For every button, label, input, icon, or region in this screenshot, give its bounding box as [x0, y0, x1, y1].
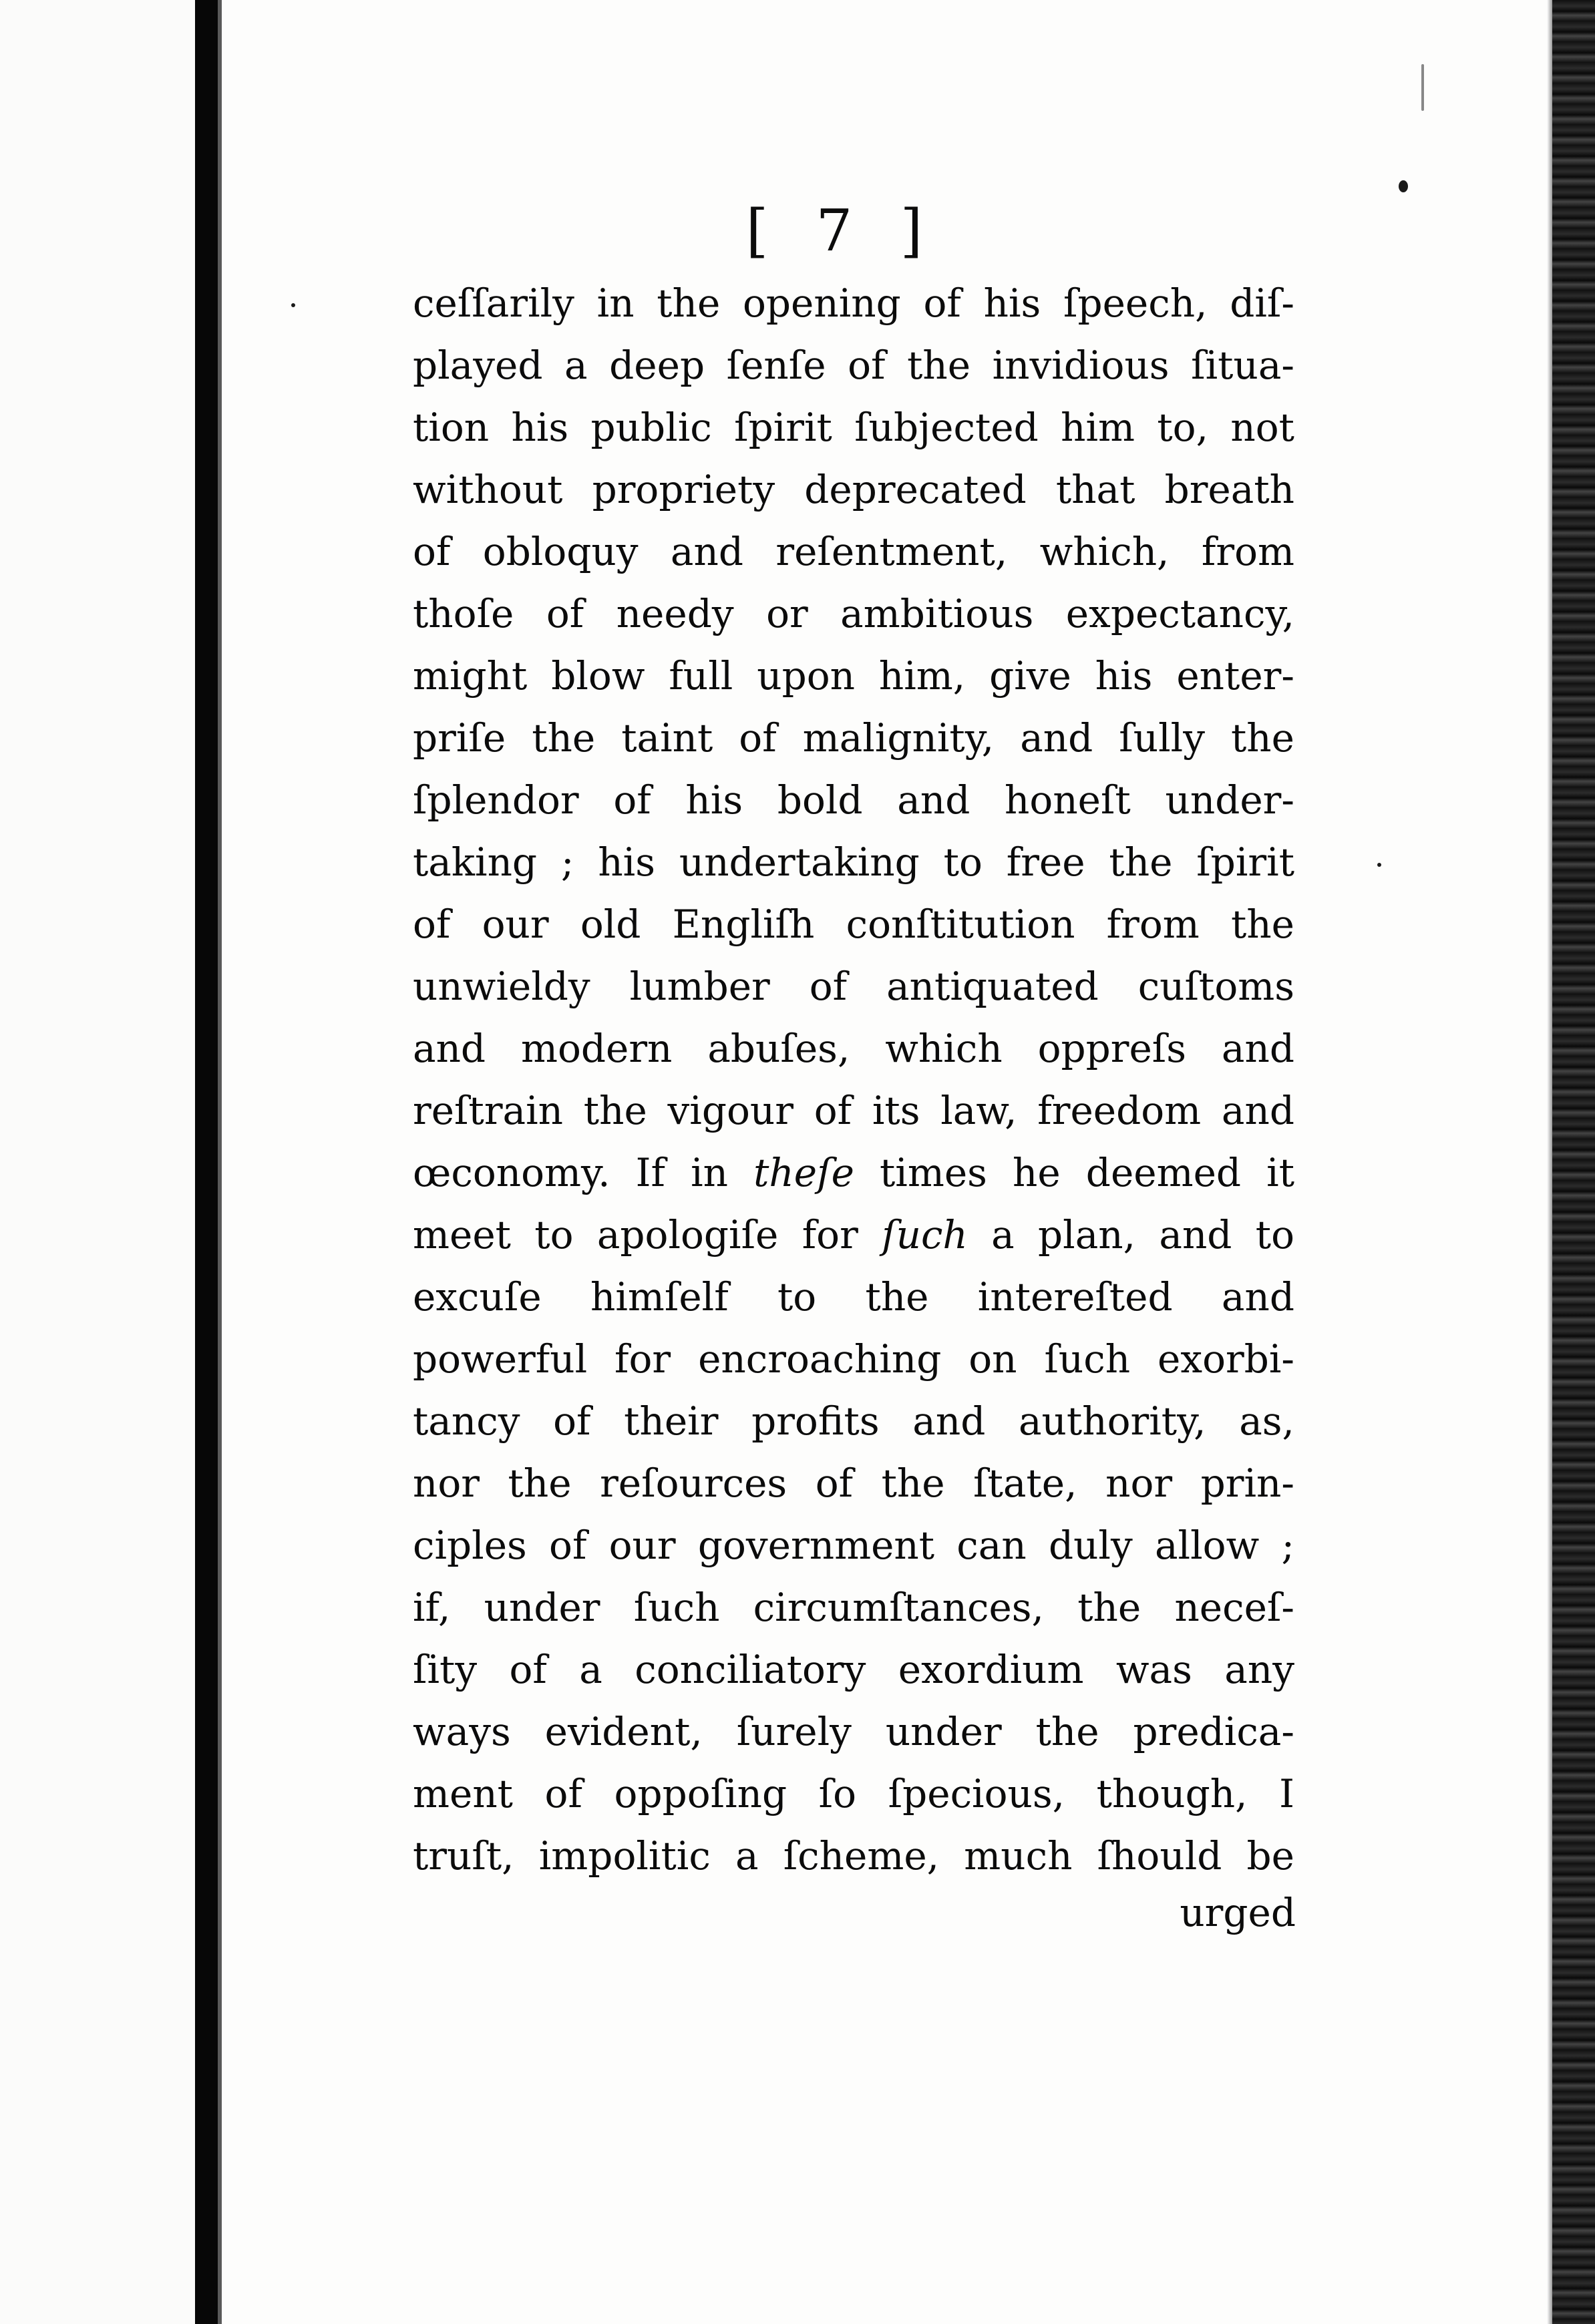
text-line: truſt, impolitic a ſcheme, much ſhould be	[413, 1833, 1294, 1879]
text-line: ways evident, ſurely under the predica-	[413, 1709, 1294, 1754]
text-line-with-italic	[413, 1142, 1294, 1204]
text-line: ment of oppoſing ſo ſpecious, though, I	[413, 1771, 1294, 1816]
page-number: [ 7 ]	[745, 198, 938, 264]
text-line: unwieldy lumber of antiquated cuſtoms	[413, 964, 1294, 1009]
text-line: without propriety deprecated that breath	[413, 467, 1294, 512]
ink-speck	[1399, 180, 1408, 192]
body-text	[413, 272, 1294, 1887]
text-line: ciples of our government can duly allow ;	[413, 1523, 1294, 1568]
line-text: times he deemed it	[854, 1150, 1294, 1195]
catchword: urged	[1180, 1890, 1296, 1935]
gutter-shadow-inner	[218, 0, 222, 2324]
ink-speck	[291, 303, 295, 307]
text-line: played a deep ſenſe of the invidious ſitua-	[413, 343, 1294, 388]
text-line: nor the reſources of the ſtate, nor prin-	[413, 1461, 1294, 1506]
line-text: œconomy. If in	[413, 1150, 754, 1195]
text-line: and modern abuſes, which oppreſs and	[413, 1026, 1294, 1071]
gutter-shadow	[195, 0, 218, 2324]
ink-speck	[1377, 863, 1381, 867]
italic-word: theſe	[753, 1150, 854, 1195]
text-line: tancy of their profits and authority, as,	[413, 1398, 1294, 1444]
text-line: ceſſarily in the opening of his ſpeech, diſ-	[413, 280, 1294, 326]
ink-speck	[1421, 64, 1424, 111]
text-line: might blow full upon him, give his enter-	[413, 653, 1294, 699]
text-line: excuſe himſelf to the intereſted and	[413, 1274, 1294, 1320]
facing-page-edge	[0, 0, 195, 2324]
text-line: if, under ſuch circumſtances, the neceſ-	[413, 1585, 1294, 1630]
text-line: priſe the taint of malignity, and ſully the	[413, 715, 1294, 761]
text-line: powerful for encroaching on ſuch exorbi-	[413, 1336, 1294, 1382]
text-line-with-italic	[413, 1204, 1294, 1266]
text-line: tion his public ſpirit ſubjected him to, not	[413, 405, 1294, 450]
binding-highlight	[1547, 0, 1552, 2324]
text-line: ſity of a conciliatory exordium was any	[413, 1647, 1294, 1692]
italic-word: ſuch	[882, 1212, 968, 1257]
text-line: thoſe of needy or ambitious expectancy,	[413, 591, 1294, 636]
text-line: taking ; his undertaking to free the ſpirit	[413, 839, 1294, 885]
text-line: of our old Engliſh conſtitution from the	[413, 902, 1294, 947]
text-line: ſplendor of his bold and honeſt under-	[413, 777, 1294, 823]
line-text: meet to apologiſe for	[413, 1212, 882, 1257]
line-text: a plan, and to	[967, 1212, 1294, 1257]
text-line: of obloquy and reſentment, which, from	[413, 529, 1294, 574]
text-line: reſtrain the vigour of its law, freedom and	[413, 1088, 1294, 1133]
binding-edge	[1552, 0, 1595, 2324]
